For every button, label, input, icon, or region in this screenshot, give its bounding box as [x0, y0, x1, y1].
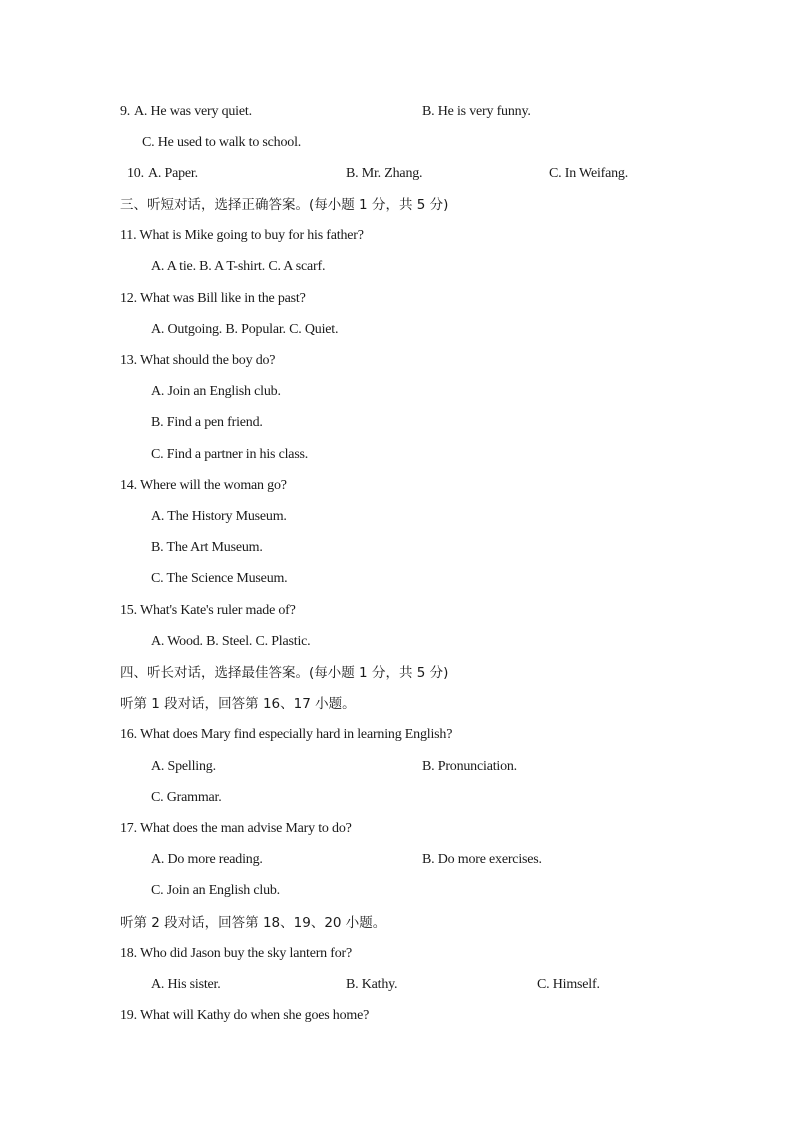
q9-option-b: B. He is very funny. [422, 104, 531, 119]
q15-options: A. Wood. B. Steel. C. Plastic. [151, 634, 311, 649]
q9-number: 9. [120, 104, 131, 119]
q9-option-c: C. He used to walk to school. [142, 135, 302, 150]
q11-options: A. A tie. B. A T-shirt. C. A scarf. [151, 259, 326, 274]
section-4-part-1: 听第 1 段对话，回答第 16、17 小题。 [120, 696, 356, 712]
q17-stem: 17. What does the man advise Mary to do? [120, 821, 352, 836]
q12-stem: 12. What was Bill like in the past? [120, 291, 306, 306]
q17-option-b: B. Do more exercises. [422, 852, 542, 867]
q11-stem: 11. What is Mike going to buy for his father? [120, 228, 364, 243]
q16-option-a: A. Spelling. [151, 759, 216, 774]
q18-option-c: C. Himself. [537, 977, 600, 992]
q13-stem: 13. What should the boy do? [120, 353, 276, 368]
q14-option-a: A. The History Museum. [151, 509, 287, 524]
q12-options: A. Outgoing. B. Popular. C. Quiet. [151, 322, 339, 337]
q10-option-a: A. Paper. [148, 166, 198, 181]
q14-stem: 14. Where will the woman go? [120, 478, 287, 493]
q9-option-a: A. He was very quiet. [134, 104, 252, 119]
q13-option-a: A. Join an English club. [151, 384, 281, 399]
section-3-heading: 三、听短对话，选择正确答案。(每小题 1 分，共 5 分) [120, 197, 449, 213]
q17-option-a: A. Do more reading. [151, 852, 263, 867]
section-4-part-2: 听第 2 段对话，回答第 18、19、20 小题。 [120, 915, 387, 931]
q14-option-b: B. The Art Museum. [151, 540, 263, 555]
q18-option-a: A. His sister. [151, 977, 221, 992]
q16-stem: 16. What does Mary find especially hard in learning English? [120, 727, 453, 742]
q13-option-c: C. Find a partner in his class. [151, 447, 309, 462]
q14-option-c: C. The Science Museum. [151, 571, 288, 586]
section-4-heading: 四、听长对话，选择最佳答案。(每小题 1 分，共 5 分) [120, 665, 449, 681]
q17-option-c: C. Join an English club. [151, 883, 280, 898]
q13-option-b: B. Find a pen friend. [151, 415, 263, 430]
q16-option-b: B. Pronunciation. [422, 759, 517, 774]
q10-number: 10. [127, 166, 144, 181]
q18-option-b: B. Kathy. [346, 977, 398, 992]
q10-option-c: C. In Weifang. [549, 166, 629, 181]
q18-stem: 18. Who did Jason buy the sky lantern for? [120, 946, 353, 961]
q16-option-c: C. Grammar. [151, 790, 222, 805]
q10-option-b: B. Mr. Zhang. [346, 166, 423, 181]
q15-stem: 15. What's Kate's ruler made of? [120, 603, 296, 618]
q19-stem: 19. What will Kathy do when she goes home? [120, 1008, 370, 1023]
